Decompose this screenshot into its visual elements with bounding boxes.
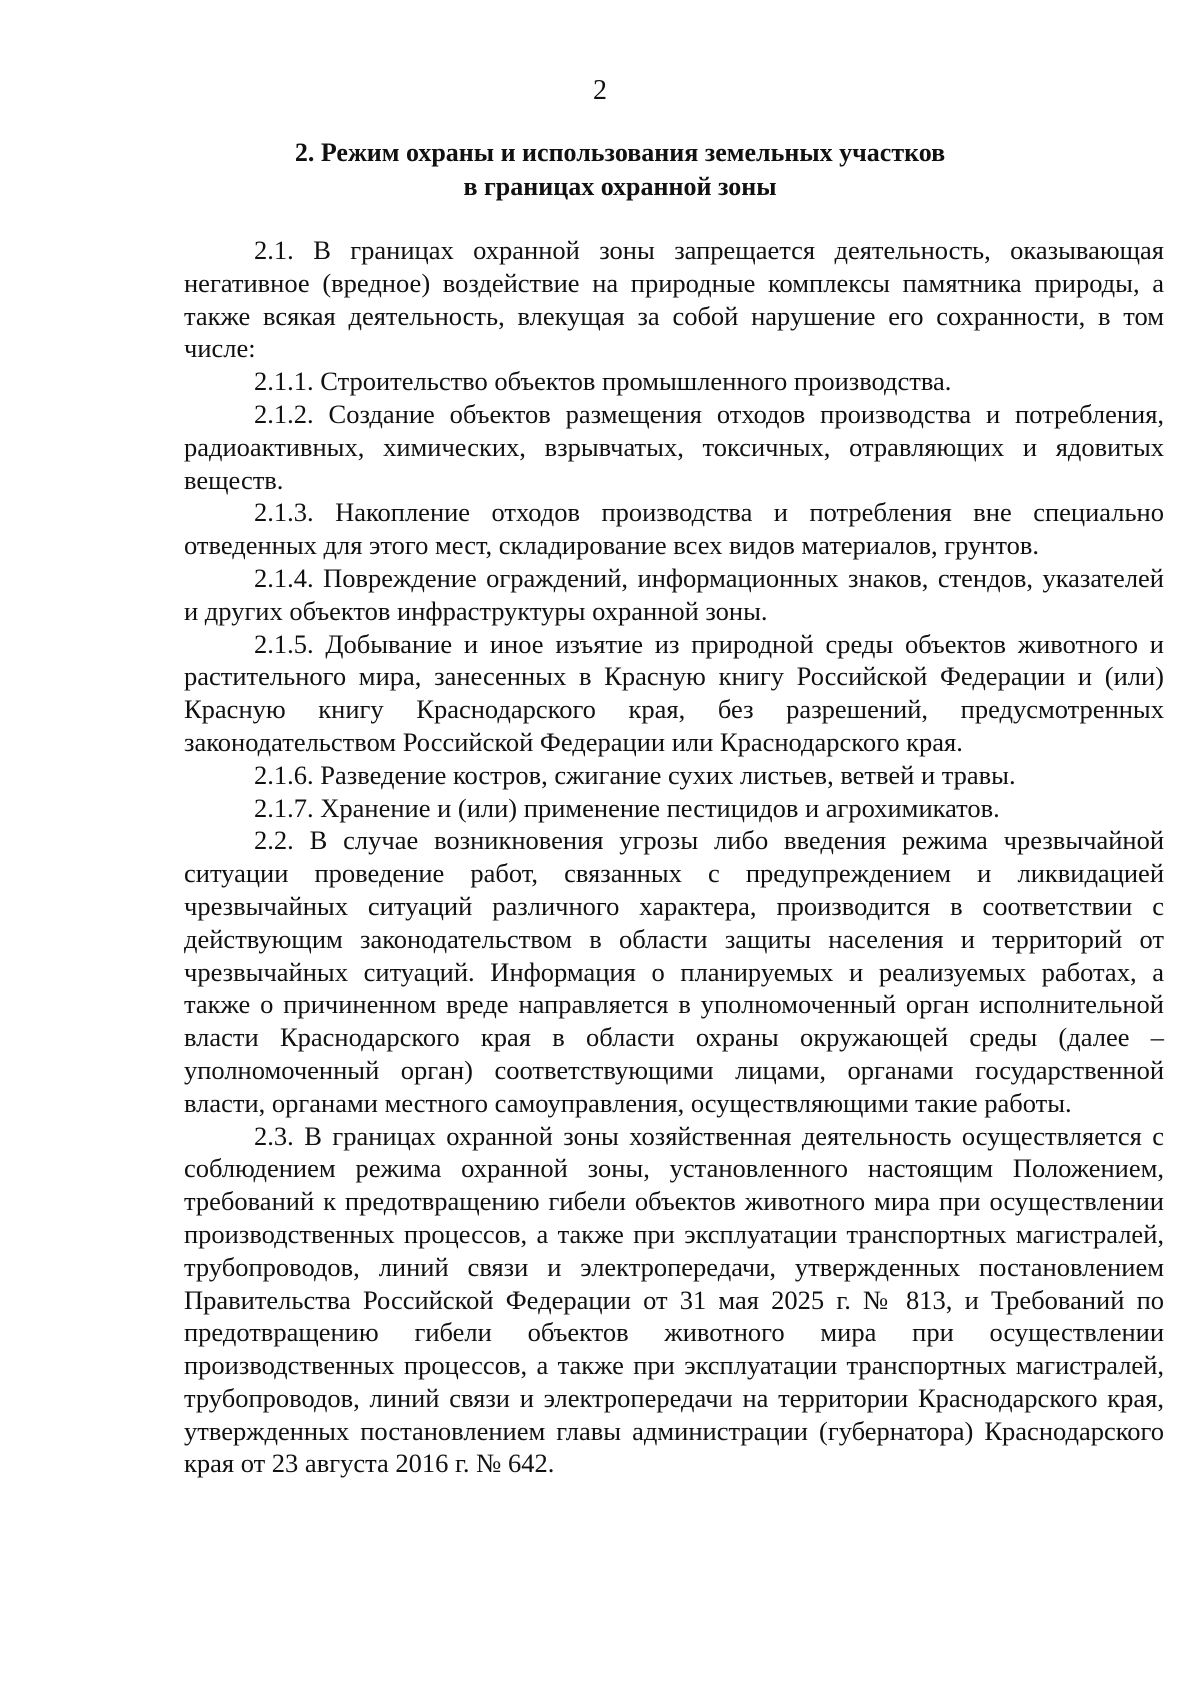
clause-number: 2.1.3. — [254, 497, 336, 528]
clause-number: 2.1.7. — [254, 792, 321, 823]
clause-number: 2.2. — [254, 825, 310, 856]
clause-number: 2.1.4. — [254, 562, 324, 593]
clause-text: Строительство объектов промышленного производства. — [320, 366, 952, 397]
section-heading — [0, 136, 1200, 204]
clause-number: 2.1. — [254, 235, 314, 265]
section-heading-line-1: 2. Режим охраны и использования земельных участков — [294, 138, 946, 167]
clause-text: Создание объектов размещения отходов производства и потребления, радиоактивных, химических, взрывчатых, токсичных, отравляющих и ядовитых веществ. — [184, 398, 1165, 495]
page-number: 2 — [593, 75, 607, 106]
paragraph-2-1 — [184, 234, 1164, 365]
clause-text: В случае возникновения угрозы либо введения режима чрезвычайной ситуации проведение работ, связанных с предупреждением и ликвидацией чрезвычайных ситуаций различного характера, производится в соответствии с действующим законодательством в области защиты населения и территорий от чрезвычайных ситуаций. Информация о планируемых и реализуемых работах, а также о причиненном вреде направляется в уполномоченный орган исполнительной власти Краснодарского края в области охраны окружающей среды (далее – уполномоченный орган) соответствующими лицами, органами государственной власти, органами местного самоуправления, осуществляющими такие работы. — [184, 825, 1165, 1118]
clause-number: 2.1.5. — [254, 628, 326, 659]
clause-text: В границах охранной зоны запрещается деятельность, оказывающая негативное (вредное) воздействие на природные комплексы памятника природы, а также всякая деятельность, влекущая за собой нарушение его сохранности, в том числе: — [184, 235, 1164, 364]
clause-text: Хранение и (или) применение пестицидов и агрохимикатов. — [320, 792, 1000, 823]
clause-text: В границах охранной зоны хозяйственная деятельность осуществляется с соблюдением режима охранной зоны, установленного настоящим Положением, требований к предотвращению гибели объектов животного мира при осуществлении производственных процессов, а также при эксплуатации транспортных магистралей, трубопроводов, линий связи и электропередачи, утвержденных постановлением Правительства Российской Федерации от 31 мая 2025 г. № 813, и Требований по предотвращению гибели объектов животного мира при осуществлении производственных процессов, а также при эксплуатации транспортных магистралей, трубопроводов, линий связи и электропередачи на территории Краснодарского края, утвержденных постановлением главы администрации (губернатора) Краснодарского края от 23 августа 2016 г. № 642. — [184, 1120, 1165, 1479]
paragraph-2-3 — [184, 1120, 1164, 1481]
document-body — [184, 234, 1164, 1480]
paragraph-2-2 — [184, 824, 1164, 1119]
paragraph-2-1-2 — [184, 398, 1164, 496]
paragraph-2-1-6 — [184, 759, 1164, 792]
clause-number: 2.1.6. — [254, 759, 321, 790]
clause-number: 2.1.1. — [254, 366, 321, 397]
section-heading-line-2: в границах охранной зоны — [463, 172, 777, 201]
paragraph-2-1-4 — [184, 562, 1164, 628]
paragraph-2-1-7 — [184, 792, 1164, 825]
clause-text: Накопление отходов производства и потребления вне специально отведенных для этого мест, складирование всех видов материалов, грунтов. — [184, 497, 1164, 561]
paragraph-2-1-5 — [184, 628, 1164, 759]
paragraph-2-1-1 — [184, 365, 1164, 398]
paragraph-2-1-3 — [184, 496, 1164, 562]
clause-text: Повреждение ограждений, информационных знаков, стендов, указателей и других объектов инфраструктуры охранной зоны. — [184, 562, 1164, 626]
clause-text: Разведение костров, сжигание сухих листьев, ветвей и травы. — [320, 759, 1016, 790]
clause-text: Добывание и иное изъятие из природной среды объектов животного и растительного мира, занесенных в Красную книгу Российской Федерации и (или) Красную книгу Краснодарского края, без разрешений, предусмотренных законодательством Российской Федерации или Краснодарского края. — [184, 628, 1164, 757]
clause-number: 2.1.2. — [254, 398, 329, 429]
clause-number: 2.3. — [254, 1120, 305, 1151]
